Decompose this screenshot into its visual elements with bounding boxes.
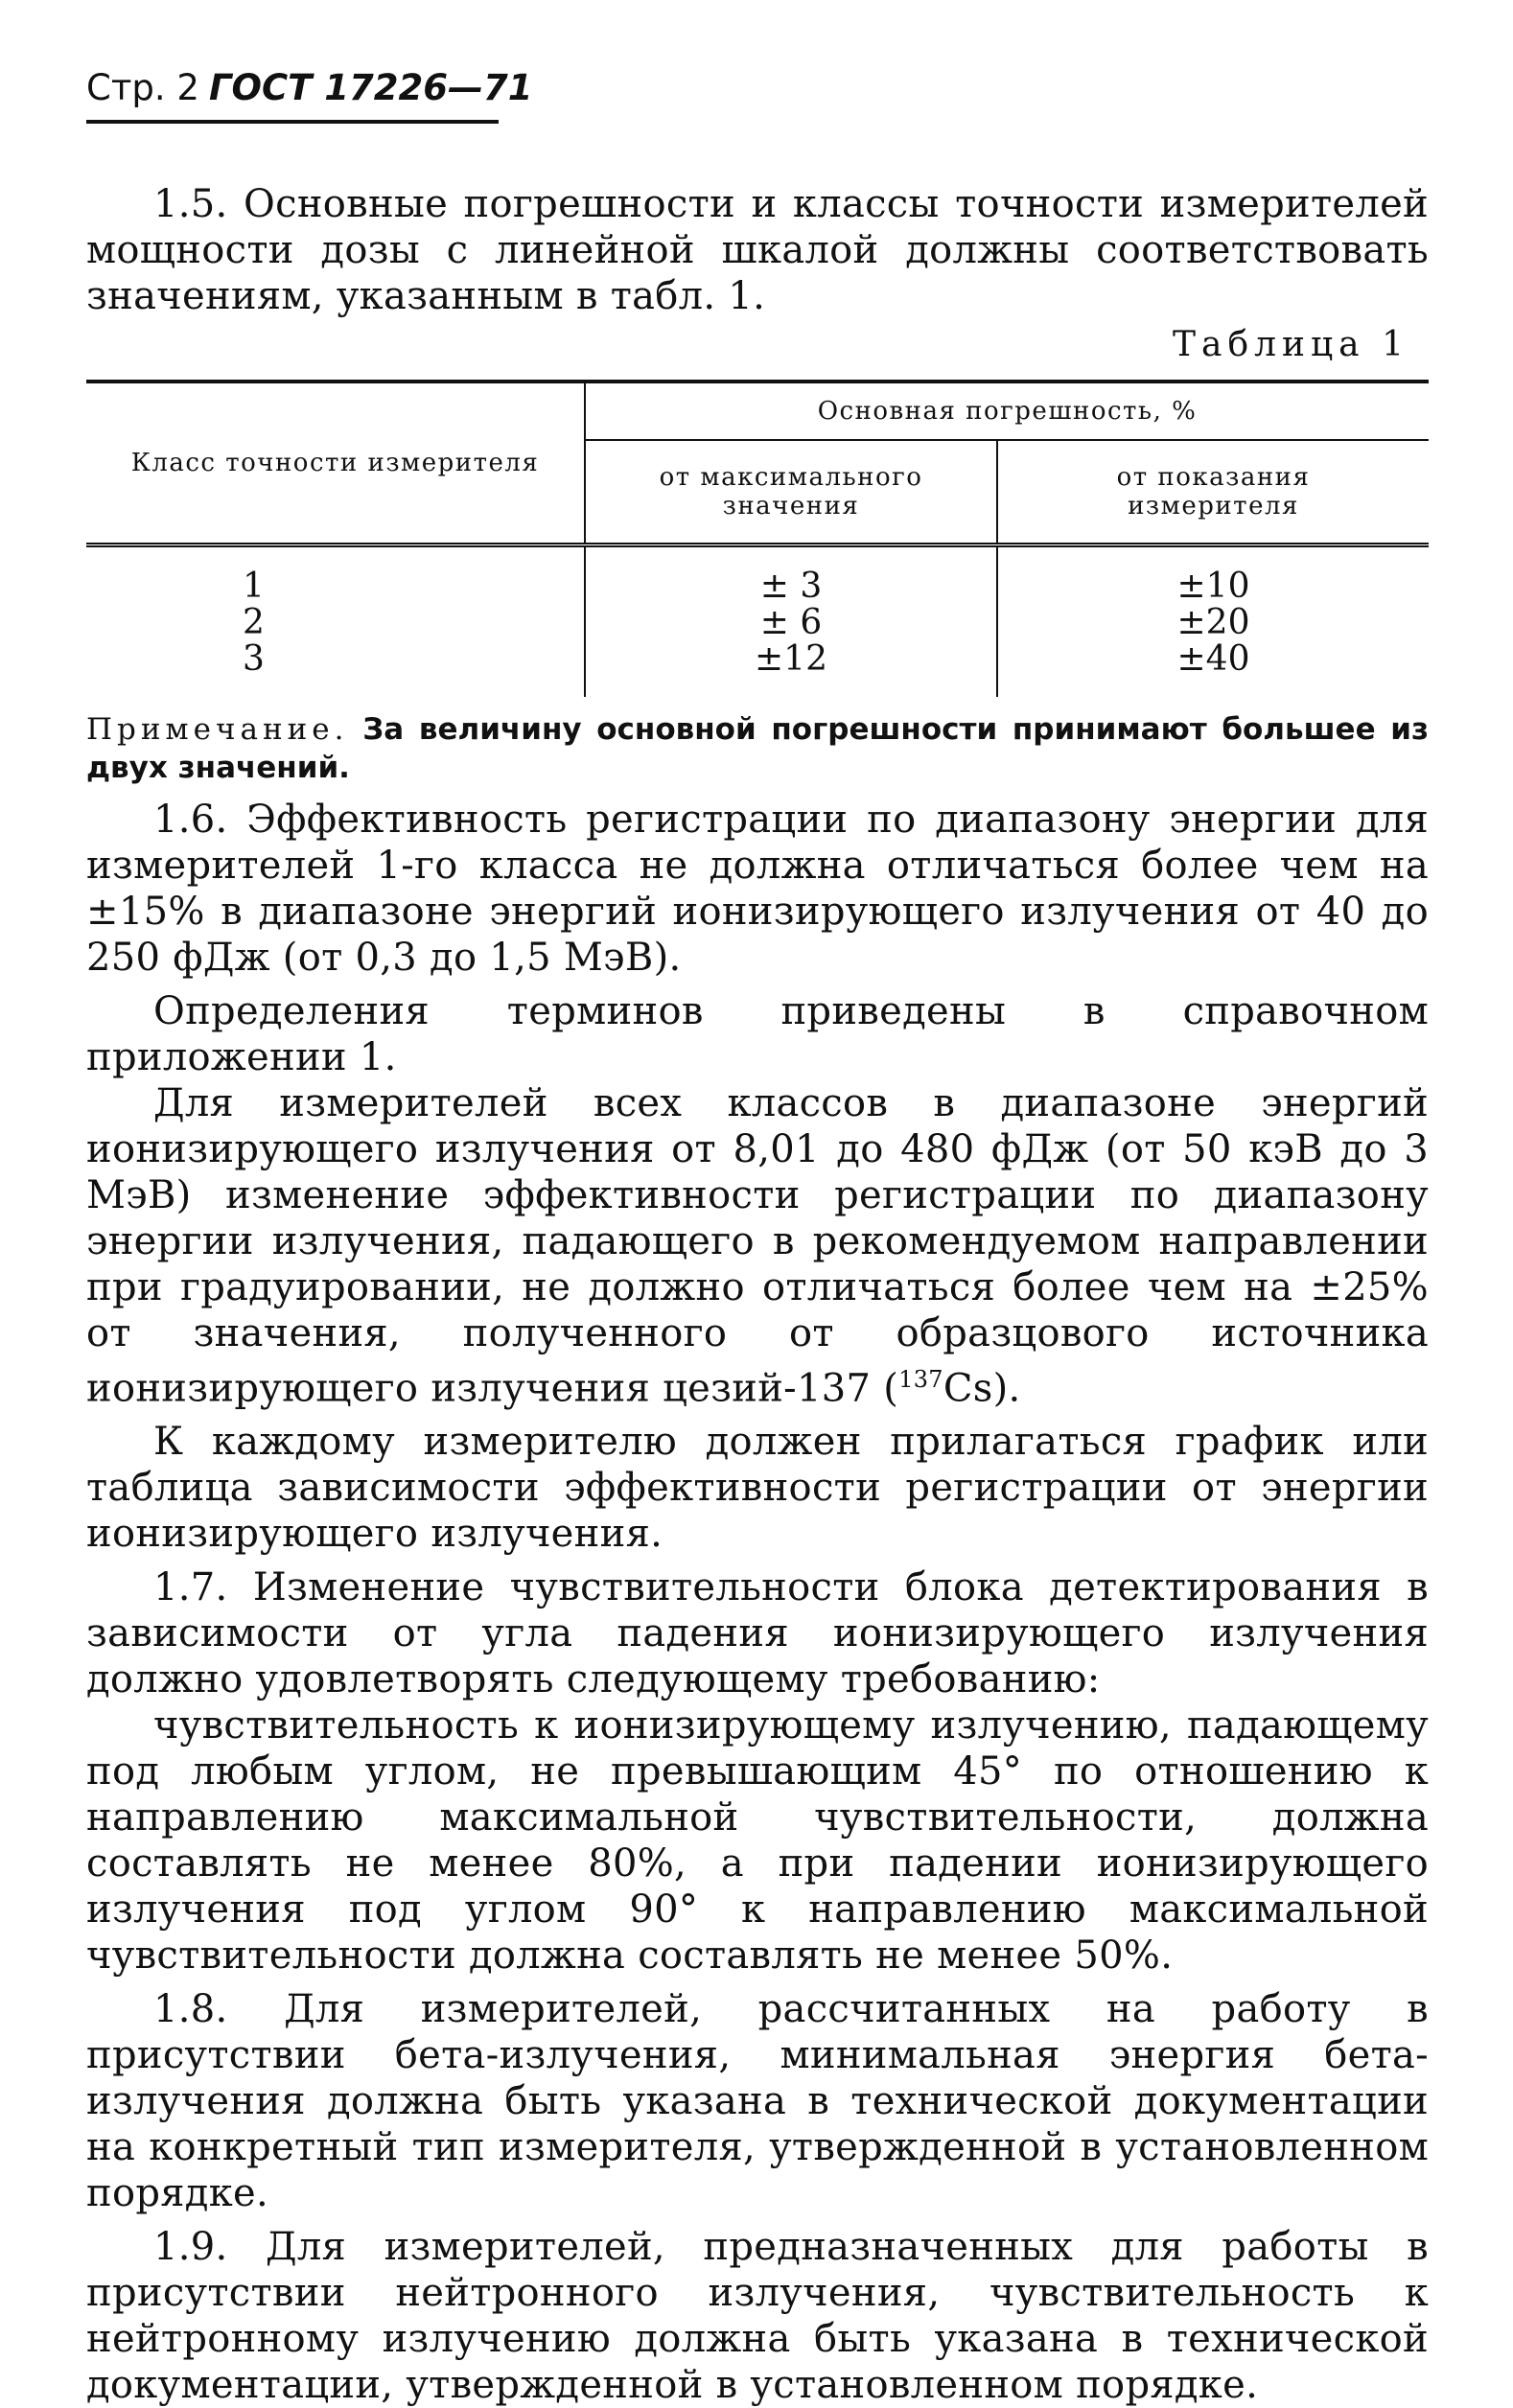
- col-header-class: Класс точности измерителя: [130, 449, 540, 477]
- clause-1-8: 1.8. Для измерителей, рассчитанных на работу в присутствии бета-излучения, минимальная энергия бета-излучения должна быть указана в технической документации на конкретный тип измерителя, утвержденной в установленном порядке.: [86, 1987, 1429, 2216]
- clause-1-7-requirement: чувствительность к ионизирующему излучению, падающему под любым углом, не превышающим 45° по отношению к направлению максимальной чувствительности, должна составлять не менее 80%, а при падении ионизирующего излучения под углом 90° к направлению максимальной чувствительности должна составлять не менее 50%.: [86, 1703, 1429, 1979]
- all-classes-requirement: [86, 1080, 1429, 1411]
- clause-1-5: 1.5. Основные погрешности и классы точности измерителей мощности дозы с линейной шкалой должны соответствовать значениям, указанным в табл. 1.: [86, 182, 1429, 318]
- clause-1-7: 1.7. Изменение чувствительности блока детектирования в зависимости от угла падения ионизирующего излучения должно удовлетворять следующему требованию:: [86, 1565, 1429, 1702]
- from-max-values: [585, 547, 997, 697]
- table-body: [86, 547, 1429, 697]
- definitions-reference: Определения терминов приведены в справочном приложении 1.: [86, 989, 1429, 1079]
- isotope-symbol: Cs: [943, 1366, 993, 1411]
- document-page: [86, 67, 1429, 2408]
- col-header-basic-error: Основная погрешность, %: [585, 382, 1429, 440]
- table-cell: ±40: [1176, 639, 1250, 679]
- col-header-from-reading-line2: измерителя: [1128, 492, 1299, 521]
- all-classes-text: Для измерителей всех классов в диапазоне энергий ионизирующего излучения от 8,01 до 480 фДж (от 50 кэВ до 3 МэВ) изменение эффективности регистрации по диапазону энергии излучения, падающего в рекомендуемом направлении при градуировании, не должно отличаться более чем на ±25% от значения, полученного от образцового источника ионизирующего излучения цезий-137 (: [86, 1081, 1429, 1411]
- note-text: За величину основной погрешности принимают большее из двух значений.: [86, 712, 1429, 785]
- col-header-from-max: [585, 440, 997, 545]
- col-header-from-max-line2: значения: [722, 492, 860, 521]
- accuracy-table: [86, 380, 1429, 697]
- document-code: ГОСТ 17226—71: [208, 67, 533, 108]
- table-cell: ±12: [755, 639, 827, 679]
- isotope-mass-number: 137: [898, 1366, 943, 1393]
- table-cell: ± 3: [759, 567, 823, 606]
- from-reading-values: [997, 547, 1429, 697]
- table-cell: 1: [243, 567, 265, 606]
- table-cell: ±10: [1176, 567, 1250, 606]
- col-header-from-reading-line1: от показания: [1116, 463, 1311, 492]
- class-values: [86, 547, 585, 697]
- page-number: Стр. 2: [86, 67, 199, 108]
- clause-1-6: 1.6. Эффективность регистрации по диапазону энергии для измерителей 1-го класса не должна отличаться более чем на ±15% в диапазоне энергий ионизирующего излучения от 40 до 250 фДж (от 0,3 до 1,5 МэВ).: [86, 798, 1429, 980]
- graph-requirement: К каждому измерителю должен прилагаться график или таблица зависимости эффективности регистрации от энергии ионизирующего излучения.: [86, 1420, 1429, 1557]
- col-header-from-max-line1: от максимального: [659, 463, 923, 492]
- table-cell: ±20: [1176, 603, 1250, 642]
- table-cell: ± 6: [759, 603, 823, 642]
- table-cell: 3: [243, 639, 265, 679]
- table-note: [86, 710, 1429, 787]
- col-header-from-reading: [997, 440, 1429, 545]
- clause-1-9: 1.9. Для измерителей, предназначенных для работы в присутствии нейтронного излучения, чувствительность к нейтронному излучению должна быть указана в технической документации, утвержденной в установленном порядке.: [86, 2225, 1429, 2408]
- header-rule: [86, 120, 499, 124]
- table-caption: Таблица 1: [1173, 325, 1409, 364]
- all-classes-closing: ).: [992, 1366, 1021, 1411]
- page-header: [86, 67, 1429, 108]
- table-cell: 2: [243, 603, 265, 642]
- note-label: Примечание.: [86, 712, 349, 747]
